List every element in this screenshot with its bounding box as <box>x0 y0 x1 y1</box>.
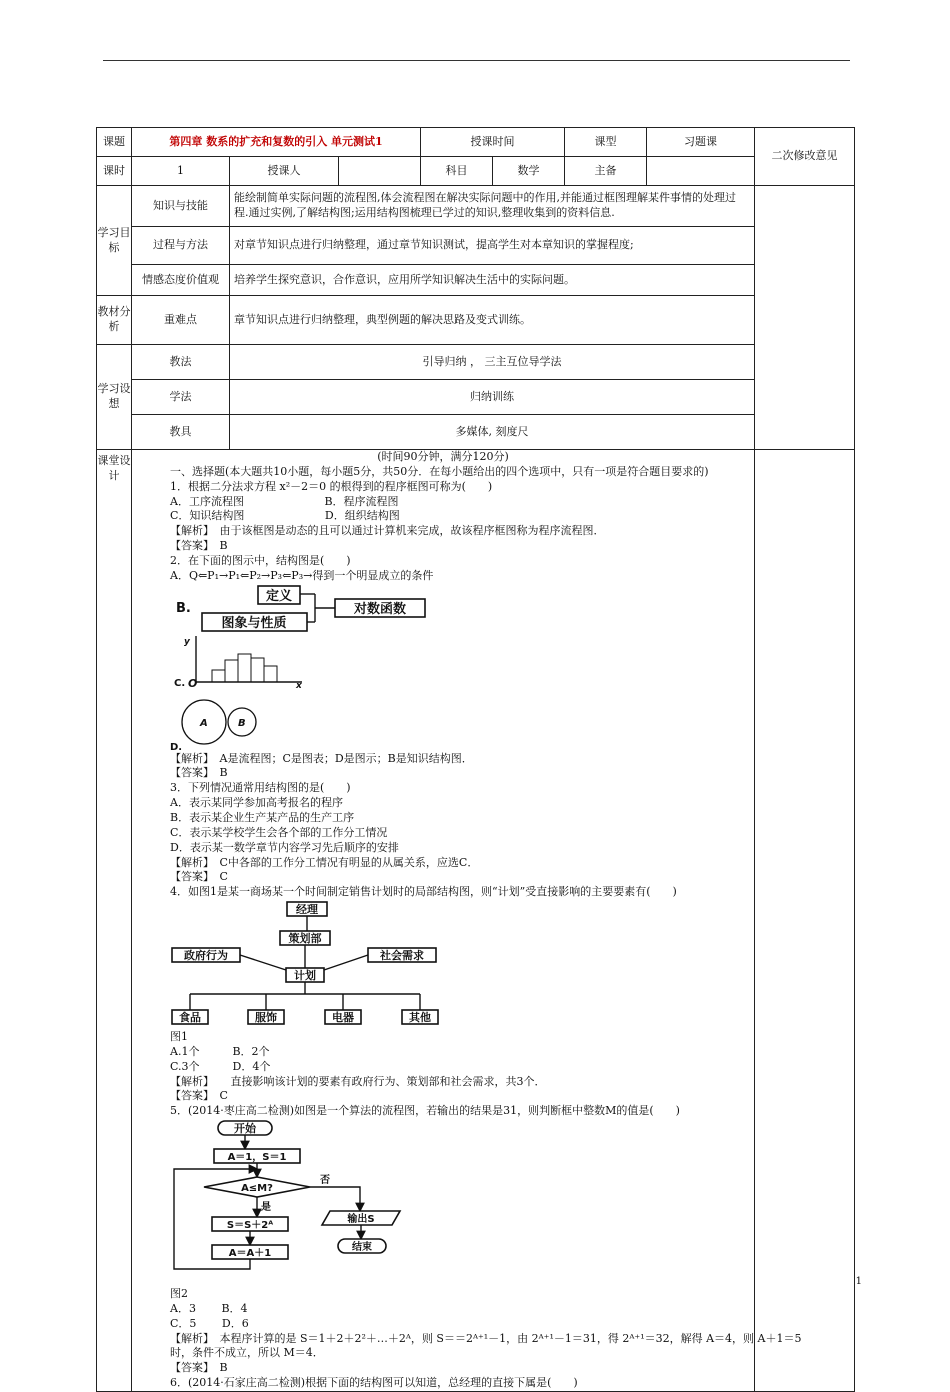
subject-label: 科目 <box>421 157 493 186</box>
analysis-text: 章节知识点进行归纳整理，典型例题的解决思路及变式训练。 <box>230 296 755 345</box>
question-5: 5．(2014·枣庄高二检测)如图是一个算法的流程图，若输出的结果是31，则判断框中整数M的值是( ) <box>170 1104 680 1118</box>
hours-label: 课时 <box>97 157 132 186</box>
goal-text: 对章节知识点进行归纳整理，通过章节知识测试，提高学生对本章知识的掌握程度; <box>230 227 755 265</box>
q2-answer: 【答案】 B <box>170 766 228 780</box>
q4-options-cd: C.3个 D．4个 <box>170 1059 271 1073</box>
design-text: 引导归纳 ， 三主互位导学法 <box>230 345 755 380</box>
header-rule <box>103 60 850 61</box>
question-4: 4．如图1是某一商场某一个时间制定销售计划时的局部结构图，则“计划”受直接影响的主要要素有( ) <box>170 885 677 899</box>
teacher-value <box>339 157 421 186</box>
course-label: 课题 <box>97 128 132 157</box>
q1-explanation: 【解析】 由于该框图是动态的且可以通过计算机来完成，故该程序框图称为程序流程图． <box>170 524 605 538</box>
goals-label: 学习目标 <box>97 186 132 296</box>
design-label: 学习设想 <box>97 345 132 450</box>
box-gov-text: 政府行为 <box>184 949 228 963</box>
q2-c-x-label: x <box>296 680 302 690</box>
flow-init-text: A＝1，S＝1 <box>227 1152 287 1164</box>
q4-explanation: 【解析】 直接影响该计划的要素有政府行为、策划部和社会需求，共3个． <box>170 1074 546 1088</box>
q2-b-box-graph-text: 图象与性质 <box>221 615 287 631</box>
venn-label-a: A <box>200 717 208 729</box>
revision-cell-bottom <box>755 450 855 1392</box>
goal-text: 培养学生探究意识，合作意识，应用所学知识解决生活中的实际问题。 <box>230 265 755 296</box>
box-electric-text: 电器 <box>332 1011 354 1025</box>
time-label: 授课时间 <box>421 128 565 157</box>
q5-options-cd: C．5 D．6 <box>170 1316 249 1330</box>
lesson-plan-table <box>96 127 855 1392</box>
design-text: 归纳训练 <box>230 380 755 415</box>
test-meta: (时间90分钟，满分120分) <box>377 450 509 463</box>
q2-c-y-label: y <box>184 636 190 647</box>
goal-text: 能绘制简单实际问题的流程图,体会流程图在解决实际问题中的作用,并能通过框图理解某件事情的处理过程.通过实例,了解结构图;运用结构图梳理已学过的知识,整理收集到的资料信息. <box>230 186 755 227</box>
flow-condition-text: A≤M? <box>241 1183 273 1195</box>
box-planning-text: 策划部 <box>288 932 322 946</box>
q2-c-label: C. <box>174 677 186 689</box>
q2-option-d-venn <box>170 690 270 752</box>
goal-name: 过程与方法 <box>132 227 230 265</box>
box-society-text: 社会需求 <box>380 949 424 963</box>
histogram-bar <box>212 670 225 682</box>
flow-update-s-text: S＝S＋2ᴬ <box>226 1220 274 1232</box>
course-title: 第四章 数系的扩充和复数的引入 单元测试1 <box>132 128 421 157</box>
flow-update-a-text: A＝A＋1 <box>228 1248 272 1260</box>
design-name: 学法 <box>132 380 230 415</box>
box-food-text: 食品 <box>179 1011 201 1025</box>
q2-option-b-figure <box>170 584 450 632</box>
prep-label: 主备 <box>565 157 647 186</box>
q3-option-d: D．表示某一数学章节内容学习先后顺序的安排 <box>170 840 399 854</box>
box-manager-text: 经理 <box>296 903 318 917</box>
histogram-bar <box>264 666 277 682</box>
q5-flowchart <box>170 1119 430 1287</box>
q5-options-ab: A．3 B．4 <box>170 1301 248 1315</box>
type-value: 习题课 <box>647 128 755 157</box>
histogram-bar <box>251 658 264 682</box>
flow-no-label: 否 <box>320 1175 330 1187</box>
section-heading: 一、选择题(本大题共10小题，每小题5分，共50分．在每小题给出的四个选项中，只有一项是符合题目要求的) <box>170 464 709 478</box>
design-name: 教法 <box>132 345 230 380</box>
flow-start-text: 开始 <box>234 1122 256 1136</box>
prep-value <box>647 157 755 186</box>
type-label: 课型 <box>565 128 647 157</box>
q2-explanation: 【解析】 A是流程图；C是图表；D是图示；B是知识结构图． <box>170 751 473 765</box>
question-3: 3．下列情况通常用结构图的是( ) <box>170 781 351 795</box>
histogram-bar <box>238 654 251 682</box>
q5-answer: 【答案】 B <box>170 1361 228 1375</box>
flow-end-text: 结束 <box>352 1242 372 1254</box>
q1-options-cd: C．知识结构图 D．组织结构图 <box>170 509 400 523</box>
q5-explanation-line1: 【解析】 本程序计算的是 S＝1＋2＋2²＋…＋2ᴬ，则 S＝＝2ᴬ⁺¹－1，由 2ᴬ⁺¹－1＝31，得 2ᴬ⁺¹＝32，解得 A＝4，则 A＋1＝5 <box>170 1331 802 1345</box>
q4-options-ab: A.1个 B．2个 <box>170 1044 270 1058</box>
q3-option-b: B．表示某企业生产某产品的生产工序 <box>170 810 355 824</box>
design-text: 多媒体, 刻度尺 <box>230 415 755 450</box>
flow-output-text: 输出S <box>347 1214 375 1226</box>
q5-figure-caption: 图2 <box>170 1287 188 1301</box>
q2-option-a: A．Q⇐P₁→P₁⇐P₂→P₃⇐P₃→得到一个明显成立的条件 <box>170 568 434 582</box>
venn-label-b: B <box>238 717 246 729</box>
q2-option-c-histogram <box>170 632 330 690</box>
q3-option-a: A．表示某同学参加高考报名的程序 <box>170 796 343 810</box>
design-name: 教具 <box>132 415 230 450</box>
flow-yes-label: 是 <box>261 1202 271 1214</box>
q3-option-c: C．表示某学校学生会各个部的工作分工情况 <box>170 825 388 839</box>
box-other-text: 其他 <box>409 1011 431 1025</box>
lesson-content <box>132 450 802 1392</box>
revision-label: 二次修改意见 <box>755 128 855 186</box>
q2-d-label: D. <box>170 741 183 752</box>
lesson-label: 课堂设计 <box>97 450 132 1392</box>
box-clothes-text: 服饰 <box>255 1011 277 1025</box>
revision-cell-top <box>755 186 855 450</box>
q1-options-ab: A．工序流程图 B．程序流程图 <box>170 494 399 508</box>
question-1: 1．根据二分法求方程 x²－2＝0 的根得到的程序框图可称为( ) <box>170 479 493 493</box>
analysis-name: 重难点 <box>132 296 230 345</box>
q2-b-box-definition-text: 定义 <box>265 588 293 604</box>
question-6: 6．(2014·石家庄高二检测)根据下面的结构图可以知道，总经理的直接下属是( ) <box>170 1376 578 1390</box>
q2-b-box-log-text: 对数函数 <box>353 601 407 617</box>
goal-name: 情感态度价值观 <box>132 265 230 296</box>
q4-answer: 【答案】 C <box>170 1089 228 1103</box>
question-2: 2．在下面的图示中，结构图是( ) <box>170 553 351 567</box>
analysis-label: 教材分析 <box>97 296 132 345</box>
q3-answer: 【答案】 C <box>170 870 228 884</box>
q4-figure-caption: 图1 <box>170 1030 188 1044</box>
histogram-bar <box>225 660 238 682</box>
q2-c-origin: O <box>188 676 198 690</box>
q4-structure-figure <box>170 900 450 1030</box>
q2-b-label: B. <box>176 600 191 616</box>
box-plan-text: 计划 <box>294 969 316 983</box>
q5-explanation-line2: 时，条件不成立，所以 M＝4． <box>170 1346 324 1360</box>
hours-value: 1 <box>132 157 230 186</box>
teacher-label: 授课人 <box>230 157 339 186</box>
page-number: 1 <box>855 1276 862 1287</box>
q3-explanation: 【解析】 C中各部的工作分工情况有明显的从属关系，应选C． <box>170 855 479 869</box>
subject-value: 数学 <box>493 157 565 186</box>
goal-name: 知识与技能 <box>132 186 230 227</box>
q1-answer: 【答案】 B <box>170 539 228 553</box>
